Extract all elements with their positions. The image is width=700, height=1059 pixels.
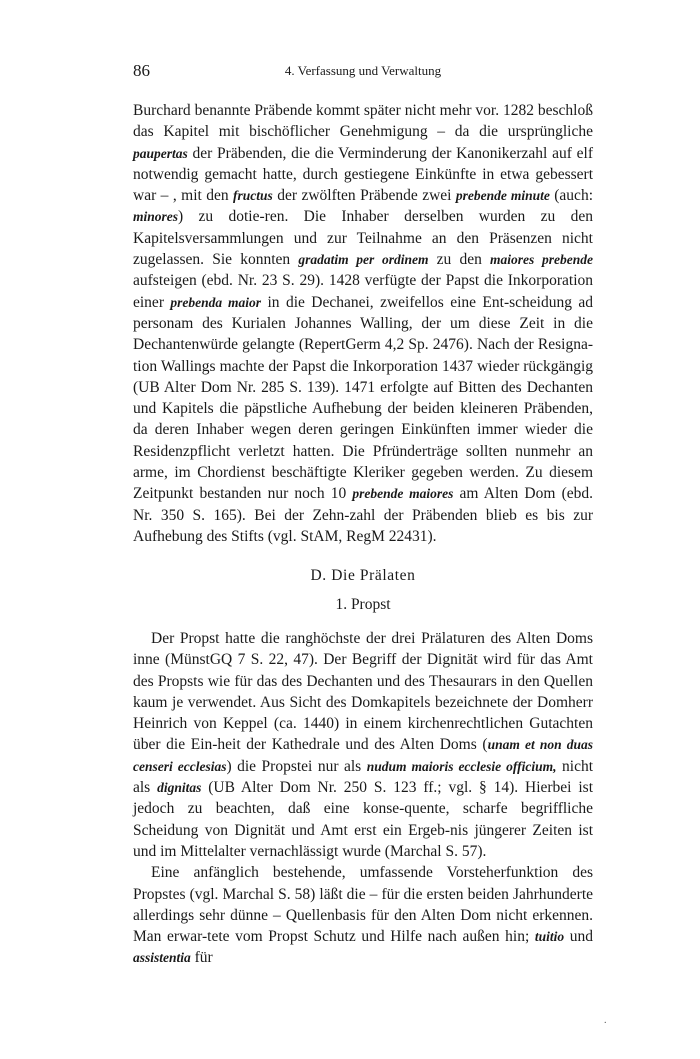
text-block-top — [133, 100, 593, 547]
latin-term: prebende maiores — [352, 486, 454, 502]
text-run: der Präbenden, die die Verminderung der Kanonikerzahl auf elf notwendig gemacht hatte, durch gestiegene Einkünfte in etwa gebessert war – , mit den — [133, 144, 593, 205]
text-run: Eine anfänglich bestehende, umfassende Vorsteherfunktion des Propstes (vgl. Marchal S. 58) läßt die – für die ersten beiden Jahrhunderte allerdings sehr dünne – Quellenbasis für den Alten Dom nicht erkennen. Man erwar-tete vom Propst Schutz und Hilfe nach außen hin; — [133, 864, 593, 946]
text-run: (UB Alter Dom Nr. 250 S. 123 ff.; vgl. § 14). Hierbei ist jedoch zu beachten, daß eine konse-quente, scharfe begriffliche Scheidung von Dignität und Amt erst ein Ergeb-nis jüngerer Zeiten ist und im Mittelalter vernachlässigt wurde (Marchal S. 57). — [133, 779, 594, 860]
section-heading: D. Die Prälaten — [310, 567, 416, 584]
text-run: in die Dechanei, zweifellos eine Ent-scheidung ad personam des Kurialen Johannes Walling, der um diese Zeit in die Dechantenwürde gelangte (RepertGerm 4,2 Sp. 2476). Nach der Resigna-tion Wallings machte der Papst die Inkorporation 1437 wieder rückgängig (UB Alter Dom Nr. 285 S. 139). 1471 erfolgte auf Bitten des Dechanten und Kapitels die päpstliche Aufhebung der beiden kleineren Präbenden, da deren Inhaber wegen deren geringen Einkünften immer wieder die Residenzpflicht verletzt hatten. Die Pfründerträge sollten nunmehr an arme, im Chordienst beschäftigte Kleriker gegeben werden. Zu diesem Zeitpunkt bestanden nur noch 10 — [133, 293, 593, 503]
text-run: (auch: — [549, 187, 593, 205]
text-run: für — [190, 949, 213, 967]
latin-term: prebenda maior — [170, 294, 262, 310]
page-number: 86 — [133, 61, 150, 80]
text-run: zu den — [428, 251, 491, 269]
text-run: aufsteigen (ebd. Nr. 23 S. 29). 1428 verfügte der Papst die Inkorporation einer — [133, 272, 593, 311]
paragraph-propst-rang — [133, 628, 593, 862]
latin-term: prebende minute — [455, 188, 550, 204]
latin-term: gradatim per ordinem — [298, 252, 429, 268]
latin-term: dignitas — [157, 780, 202, 796]
paragraph-praebenden — [133, 100, 593, 547]
text-run: nicht als — [133, 757, 594, 797]
latin-term: assistentia — [133, 950, 191, 966]
subsection-heading: 1. Propst — [335, 596, 391, 613]
latin-term: unam et non duas censeri ecclesias — [133, 737, 593, 774]
text-run: und — [564, 928, 594, 946]
text-run: ) zu dotie-ren. Die Inhaber derselben wurden zu den Kapitelsversammlungen und zur Teilnahme an den Präsenzen nicht zugelassen. Sie konnten — [133, 208, 593, 269]
text-run: ) die Propstei nur als — [226, 757, 367, 775]
latin-term: tuitio — [534, 929, 565, 945]
text-run: Burchard benannte Präbende kommt später nicht mehr vor. 1282 beschloß das Kapitel mit bischöflicher Genehmigung – da die ursprüngliche — [133, 102, 593, 141]
text-run: der zwölften Präbende zwei — [272, 187, 456, 205]
latin-term: maiores prebende — [490, 252, 593, 268]
latin-term: minores — [133, 209, 179, 225]
paragraph-vorsteherfunktion — [133, 862, 593, 968]
text-run: am Alten Dom (ebd. Nr. 350 S. 165). Bei der Zehn-zahl der Präbenden blieb es bis zur Aufhebung des Stifts (vgl. StAM, RegM 22431). — [133, 485, 593, 545]
latin-term: paupertas — [133, 145, 188, 161]
text-run: Der Propst hatte die ranghöchste der drei Prälaturen des Alten Doms inne (MünstGQ 7 S. 22, 47). Der Begriff der Dignität wird für das Amt des Propsts wie für das des Dechanten und des Thesaurars in den Quellen kaum je verwendet. Aus Sicht des Domkapitels bezeichnete der Domherr Heinrich von Keppel (ca. 1440) in einem kirchenrechtlichen Gutachten über die Ein-heit der Kathedrale und des Alten Doms ( — [133, 630, 593, 754]
text-block-propst — [133, 628, 593, 969]
running-head — [133, 60, 593, 82]
latin-term: nudum maioris ecclesie officium, — [366, 758, 557, 774]
stray-mark: . — [604, 1015, 607, 1026]
latin-term: fructus — [233, 188, 273, 204]
running-title: 4. Verfassung und Verwaltung — [284, 63, 442, 78]
